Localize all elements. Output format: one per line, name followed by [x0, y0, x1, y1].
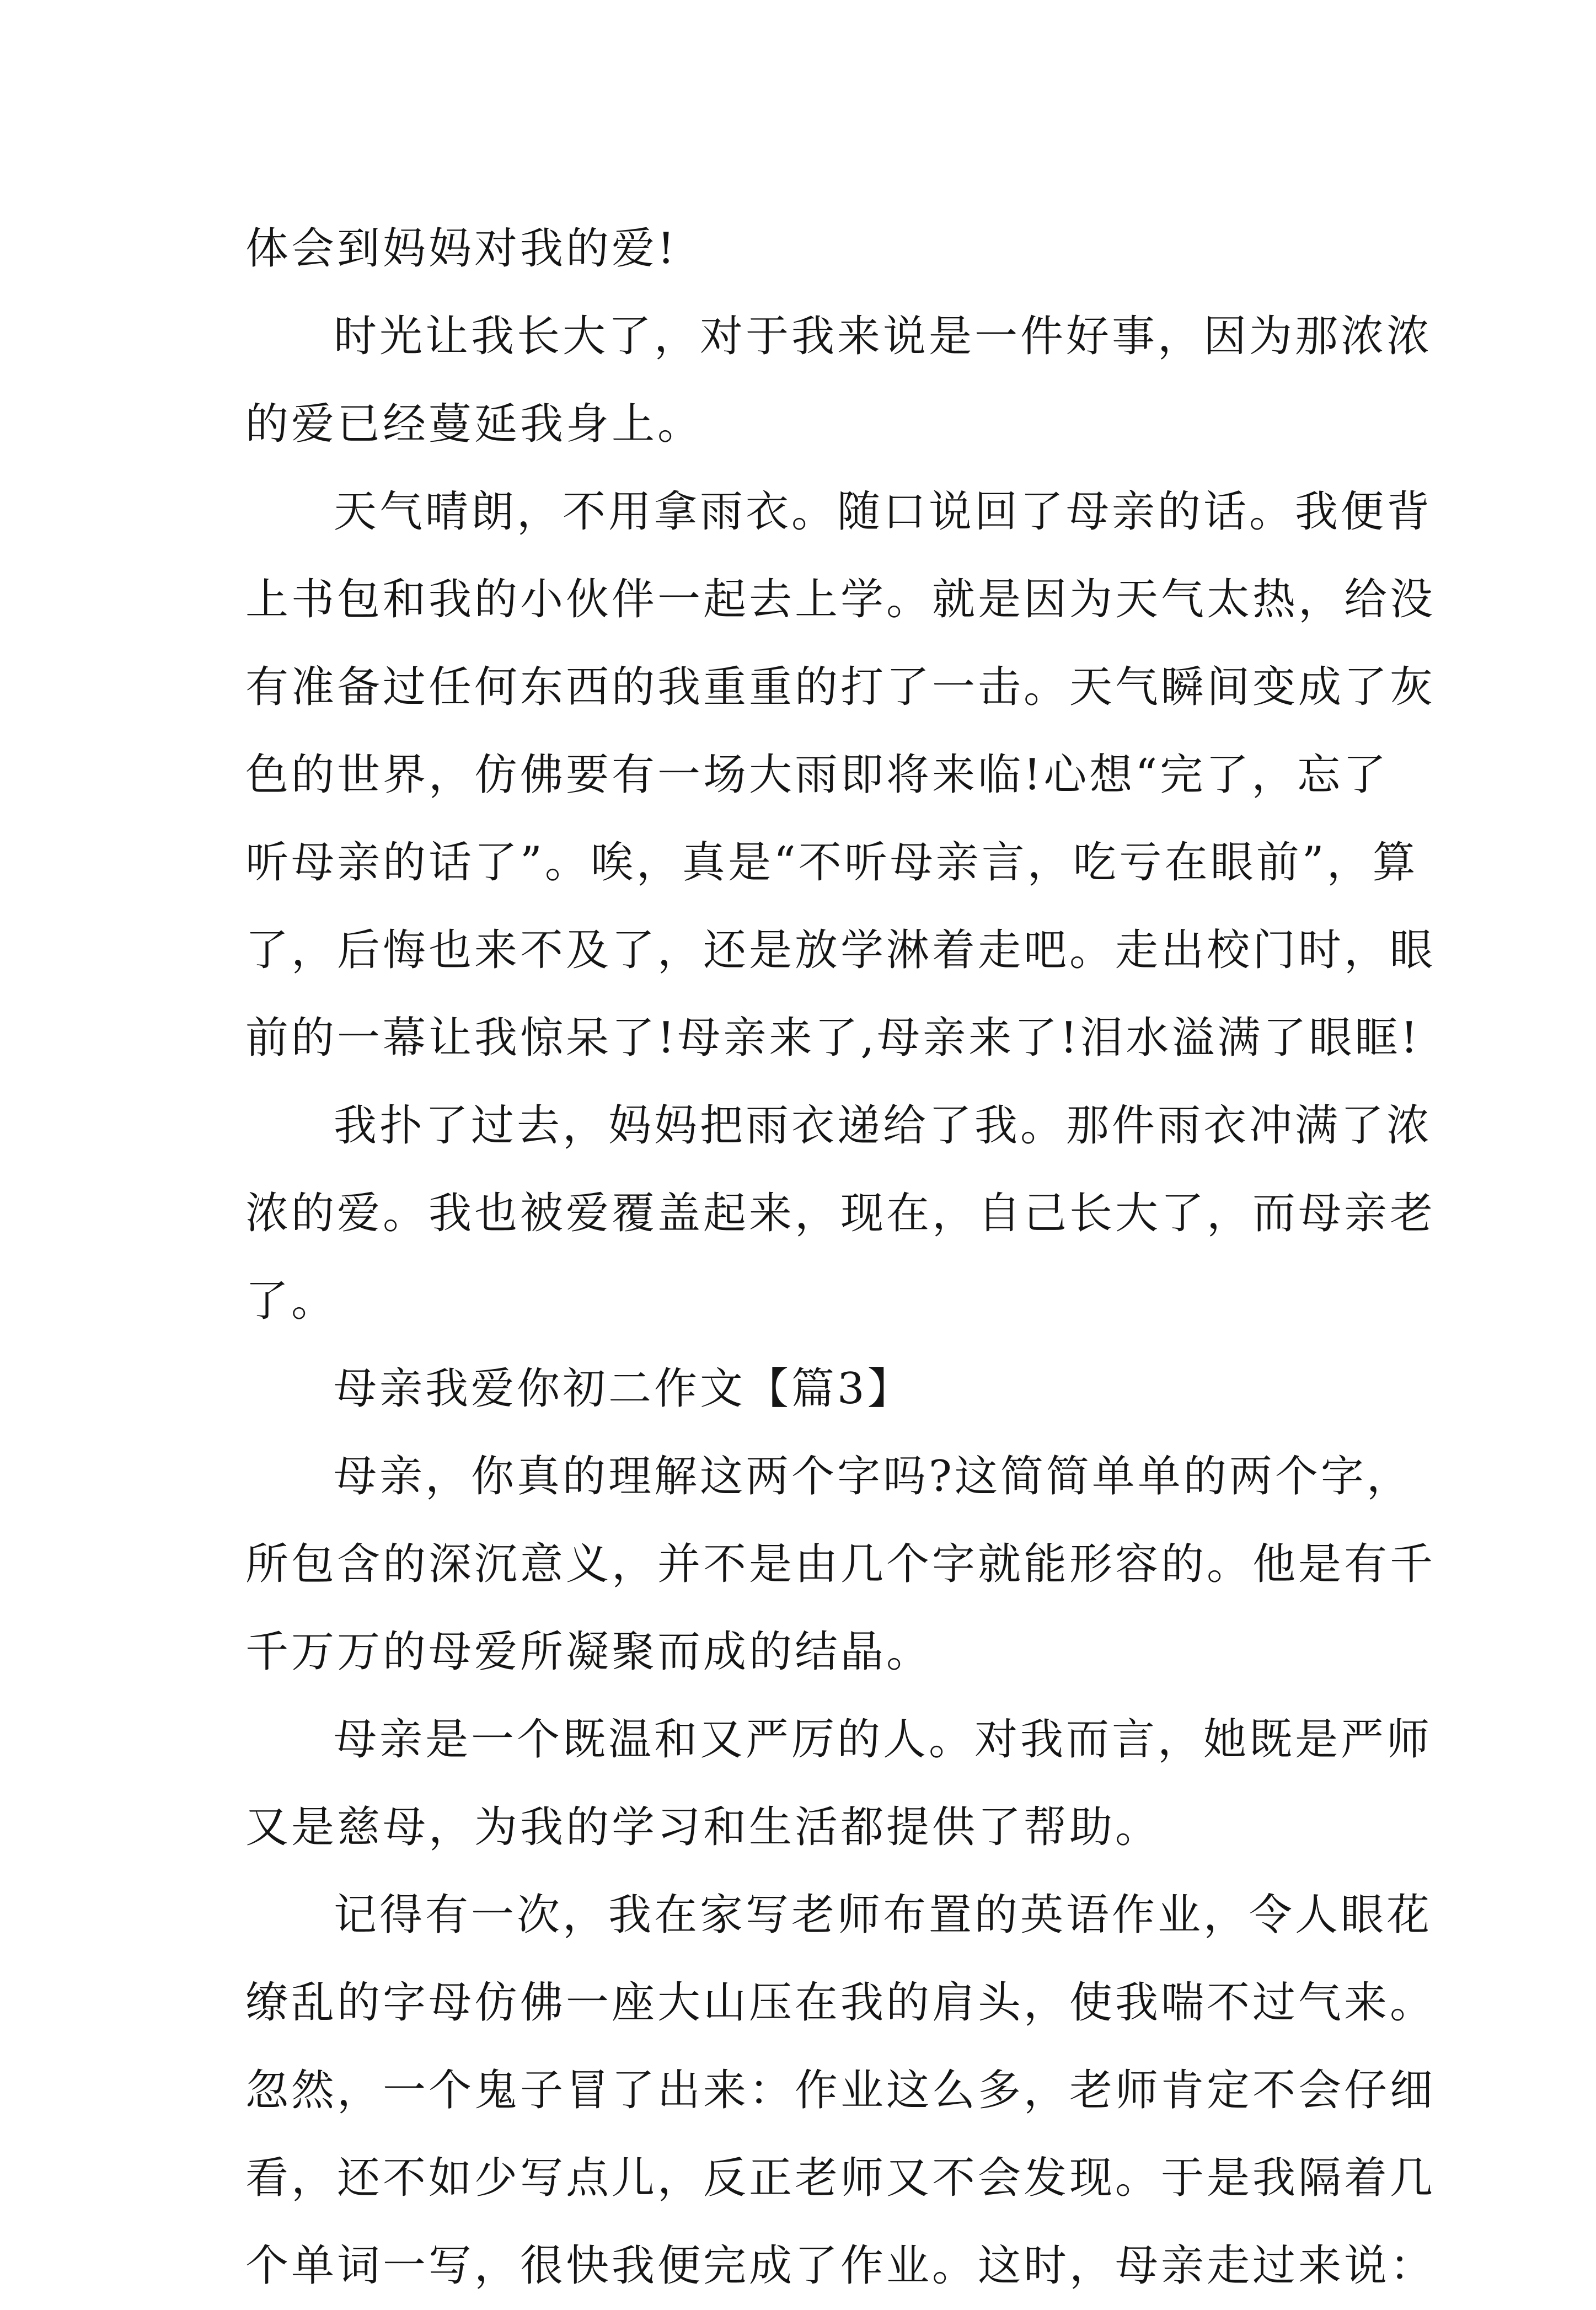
text-line: 前的一幕让我惊呆了!母亲来了,母亲来了!泪水溢满了眼眶! — [245, 1013, 1421, 1063]
text-line: 有准备过任何东西的我重重的打了一击。天气瞬间变成了灰 — [245, 662, 1436, 712]
text-line: 又是慈母，为我的学习和生活都提供了帮助。 — [245, 1803, 1161, 1852]
text-line: 体会到妈妈对我的爱! — [245, 224, 678, 274]
paragraph-start-line: 母亲是一个既温和又严厉的人。对我而言，她既是严师 — [334, 1715, 1433, 1764]
document-body — [245, 205, 1436, 2310]
section-heading: 母亲我爱你初二作文【篇3】 — [334, 1364, 913, 1414]
text-line: 浓的爱。我也被爱覆盖起来，现在，自己长大了，而母亲老 — [245, 1189, 1436, 1238]
text-line: 听母亲的话了”。唉，真是“不听母亲言，吃亏在眼前”，算 — [245, 838, 1418, 887]
text-line: 上书包和我的小伙伴一起去上学。就是因为天气太热，给没 — [245, 575, 1436, 624]
text-line: 所包含的深沉意义，并不是由几个字就能形容的。他是有千 — [245, 1539, 1436, 1589]
text-line: 的爱已经蔓延我身上。 — [245, 399, 704, 449]
paragraph-start-line: 天气晴朗，不用拿雨衣。随口说回了母亲的话。我便背 — [334, 487, 1433, 537]
text-line: 色的世界，仿佛要有一场大雨即将来临!心想“完了，忘了 — [245, 750, 1389, 800]
paragraph-start-line: 我扑了过去，妈妈把雨衣递给了我。那件雨衣冲满了浓 — [334, 1101, 1433, 1151]
paragraph-start-line: 记得有一次，我在家写老师布置的英语作业，令人眼花 — [334, 1890, 1433, 1940]
text-line: 千万万的母爱所凝聚而成的结晶。 — [245, 1627, 933, 1677]
text-line: 了，后悔也来不及了，还是放学淋着走吧。走出校门时，眼 — [245, 926, 1436, 975]
text-line: 个单词一写，很快我便完成了作业。这时，母亲走过来说： — [245, 2241, 1436, 2291]
paragraph-start-line: 时光让我长大了，对于我来说是一件好事，因为那浓浓 — [334, 312, 1433, 361]
paragraph-start-line: 母亲，你真的理解这两个字吗?这简简单单的两个字， — [334, 1452, 1412, 1501]
text-line: 缭乱的字母仿佛一座大山压在我的肩头，使我喘不过气来。 — [245, 1978, 1436, 2028]
text-line: 忽然，一个鬼子冒了出来：作业这么多，老师肯定不会仔细 — [245, 2066, 1436, 2115]
text-line: 看，还不如少写点儿，反正老师又不会发现。于是我隔着几 — [245, 2153, 1436, 2203]
text-line: 了。 — [245, 1276, 338, 1326]
